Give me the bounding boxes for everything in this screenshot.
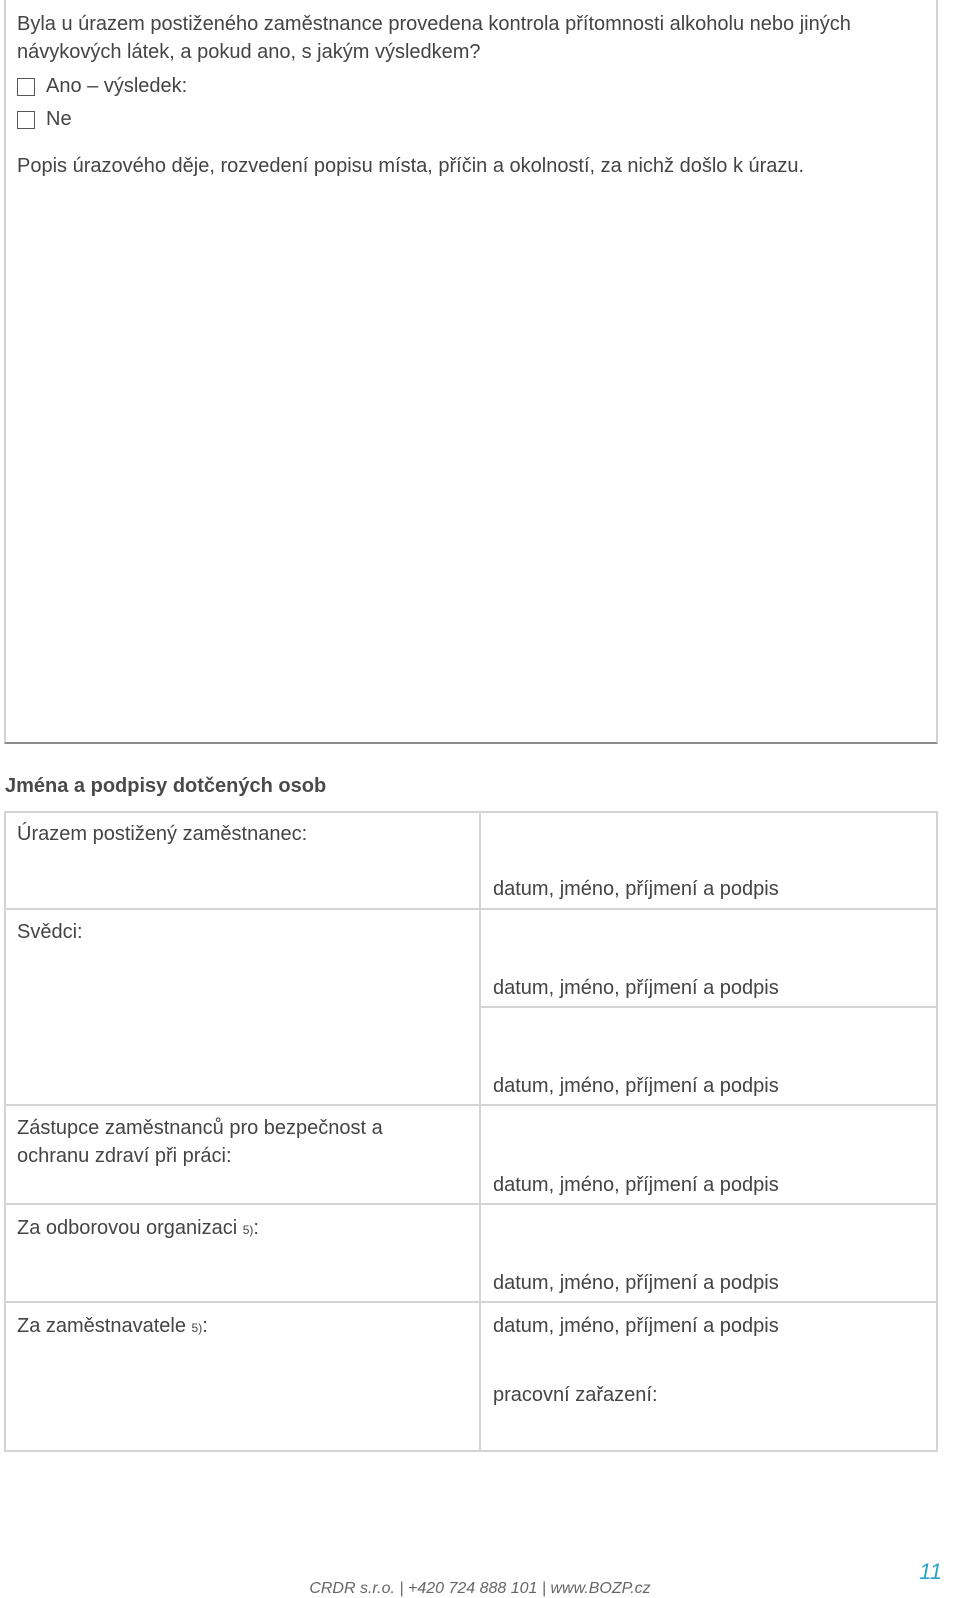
signature-line[interactable]: datum, jméno, příjmení a podpis (493, 1272, 779, 1294)
signatures-heading: Jména a podpisy dotčených osob (5, 775, 327, 797)
employer-label-text: Za zaměstnavatele (17, 1315, 186, 1337)
row-divider (4, 1301, 938, 1303)
option-yes[interactable] (17, 75, 187, 98)
checkbox-yes[interactable] (17, 78, 35, 96)
option-yes-label: Ano – výsledek: (46, 75, 188, 97)
signature-line[interactable]: datum, jméno, příjmení a podpis (493, 1075, 779, 1097)
signature-line[interactable]: datum, jméno, příjmení a podpis (493, 1174, 779, 1196)
alcohol-check-question: Byla u úrazem postiženého zaměstnance provedena kontrola přítomnosti alkoholu nebo jiných návykových látek, a pokud ano, s jakým výsledkem? (17, 13, 851, 63)
signature-line[interactable]: datum, jméno, příjmení a podpis (493, 878, 779, 900)
witnesses-label: Svědci: (17, 921, 83, 943)
footer-contact: CRDR s.r.o. | +420 724 888 101 | www.BOZP.cz (309, 1580, 651, 1597)
page-number: 11 (919, 1559, 942, 1584)
colon: : (253, 1217, 259, 1239)
injured-employee-label: Úrazem postižený zaměstnanec: (17, 823, 308, 845)
row-divider (4, 908, 938, 910)
row-divider (4, 1203, 938, 1205)
colon: : (202, 1315, 208, 1337)
safety-rep-label (17, 1114, 383, 1170)
job-position-label[interactable]: pracovní zařazení: (493, 1384, 658, 1406)
employer-label (17, 1312, 208, 1342)
union-label (17, 1214, 259, 1244)
accident-description-box (4, 0, 938, 744)
footnote-mark: 5) (242, 1223, 254, 1237)
footnote-mark: 5) (191, 1321, 203, 1335)
safety-rep-label-line1: Zástupce zaměstnanců pro bezpečnost a (17, 1117, 383, 1139)
option-no-label: Ne (46, 108, 72, 130)
description-label: Popis úrazového děje, rozvedení popisu místa, příčin a okolností, za nichž došlo k úrazu. (17, 155, 805, 177)
row-divider (4, 1104, 938, 1106)
safety-rep-label-line2: ochranu zdraví při práci: (17, 1145, 232, 1167)
union-label-text: Za odborovou organizaci (17, 1217, 238, 1239)
checkbox-no[interactable] (17, 111, 35, 129)
row-divider (479, 1006, 938, 1008)
signature-line[interactable]: datum, jméno, příjmení a podpis (493, 1315, 779, 1337)
signature-line[interactable]: datum, jméno, příjmení a podpis (493, 977, 779, 999)
option-no[interactable] (17, 108, 72, 131)
